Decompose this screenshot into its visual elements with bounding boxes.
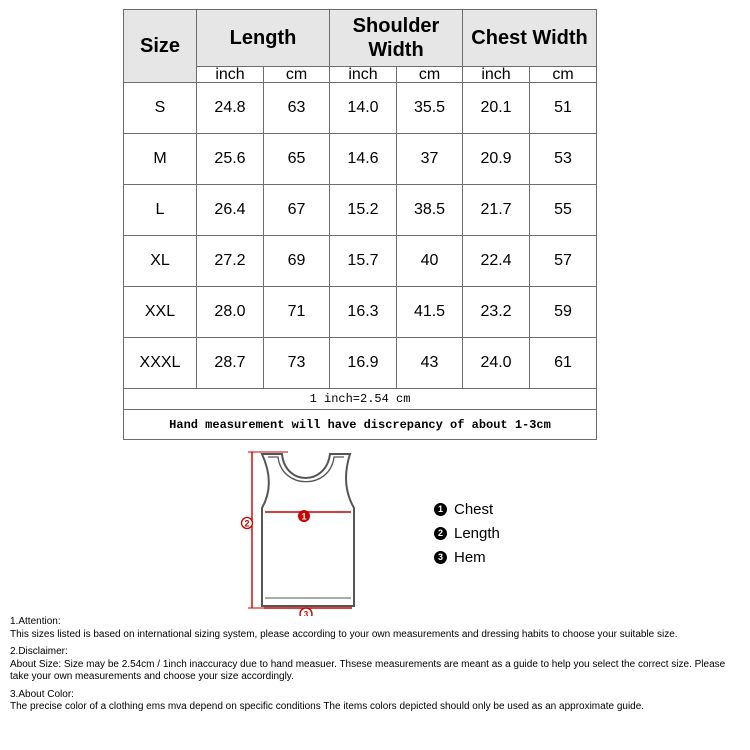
table-cell: 69 bbox=[264, 236, 330, 287]
conversion-note: 1 inch=2.54 cm bbox=[124, 389, 597, 410]
table-cell: 14.0 bbox=[330, 83, 397, 134]
unit-cell: inch bbox=[330, 67, 397, 83]
chest-width-header: Chest Width bbox=[463, 10, 597, 67]
tank-top-diagram bbox=[238, 446, 368, 616]
table-row bbox=[124, 338, 597, 389]
size-chart-table bbox=[123, 9, 597, 440]
marker-1 bbox=[298, 510, 310, 522]
table-cell: 28.7 bbox=[197, 338, 264, 389]
table-cell: 25.6 bbox=[197, 134, 264, 185]
unit-cell: cm bbox=[530, 67, 597, 83]
discrepancy-note: Hand measurement will have discrepancy of about 1-3cm bbox=[124, 410, 597, 440]
note-title: 3.About Color: bbox=[10, 688, 74, 700]
table-row bbox=[124, 134, 597, 185]
table-row bbox=[124, 185, 597, 236]
table-cell: 20.1 bbox=[463, 83, 530, 134]
table-cell: 37 bbox=[397, 134, 463, 185]
unit-cell: inch bbox=[197, 67, 264, 83]
legend-number-icon: 3 bbox=[434, 551, 447, 564]
table-cell: 61 bbox=[530, 338, 597, 389]
shoulder-width-header bbox=[330, 10, 463, 67]
table-cell: 21.7 bbox=[463, 185, 530, 236]
unit-cell: cm bbox=[397, 67, 463, 83]
note-text: About Size: Size may be 2.54cm / 1inch inaccuracy due to hand measuer. Thsese measurements are meant as a guide to help you select the correct size. Please take your own measurements and choose your size accordingly. bbox=[10, 658, 726, 682]
table-cell: 16.9 bbox=[330, 338, 397, 389]
table-cell: 65 bbox=[264, 134, 330, 185]
table-cell: 55 bbox=[530, 185, 597, 236]
table-cell: 16.3 bbox=[330, 287, 397, 338]
table-cell: 43 bbox=[397, 338, 463, 389]
table-cell: 73 bbox=[264, 338, 330, 389]
table-cell: 27.2 bbox=[197, 236, 264, 287]
conversion-row bbox=[124, 389, 597, 410]
length-header: Length bbox=[197, 10, 330, 67]
discrepancy-row bbox=[124, 410, 597, 440]
table-row bbox=[124, 236, 597, 287]
note-text: The precise color of a clothing ems mva depend on specific conditions The items colors depicted should only be used as an approximate guide. bbox=[10, 701, 645, 712]
table-row bbox=[124, 287, 597, 338]
table-cell: 22.4 bbox=[463, 236, 530, 287]
table-cell: 38.5 bbox=[397, 185, 463, 236]
marker-3 bbox=[300, 608, 312, 616]
size-header: Size bbox=[124, 10, 197, 83]
unit-cell: inch bbox=[463, 67, 530, 83]
table-cell: 14.6 bbox=[330, 134, 397, 185]
legend-item-length bbox=[434, 521, 500, 545]
table-cell: 35.5 bbox=[397, 83, 463, 134]
legend-label: Hem bbox=[454, 548, 486, 566]
shoulder-header-line2: Width bbox=[368, 39, 424, 61]
size-label: M bbox=[124, 134, 197, 185]
disclaimer-note bbox=[10, 646, 745, 684]
garment-outline bbox=[262, 454, 354, 606]
size-label: S bbox=[124, 83, 197, 134]
note-title: 1.Attention: bbox=[10, 616, 61, 627]
legend-label: Chest bbox=[454, 500, 494, 518]
legend-item-hem bbox=[434, 545, 500, 569]
table-cell: 20.9 bbox=[463, 134, 530, 185]
table-cell: 24.0 bbox=[463, 338, 530, 389]
table-row bbox=[124, 83, 597, 134]
table-cell: 15.2 bbox=[330, 185, 397, 236]
legend-number-icon: 2 bbox=[434, 527, 447, 540]
size-label: XL bbox=[124, 236, 197, 287]
note-title: 2.Disclaimer: bbox=[10, 646, 68, 657]
table-cell: 26.4 bbox=[197, 185, 264, 236]
table-cell: 24.8 bbox=[197, 83, 264, 134]
legend-label: Length bbox=[454, 524, 500, 542]
marker-2 bbox=[242, 518, 253, 529]
color-note bbox=[10, 689, 745, 714]
size-label: XXXL bbox=[124, 338, 197, 389]
shoulder-header-line1: Shoulder bbox=[352, 15, 440, 37]
table-cell: 53 bbox=[530, 134, 597, 185]
notes-section bbox=[10, 616, 745, 719]
table-cell: 51 bbox=[530, 83, 597, 134]
svg-text:1: 1 bbox=[301, 511, 307, 522]
unit-cell: cm bbox=[264, 67, 330, 83]
svg-text:2: 2 bbox=[244, 518, 250, 529]
legend-item-chest bbox=[434, 497, 500, 521]
table-cell: 40 bbox=[397, 236, 463, 287]
header-row bbox=[124, 10, 597, 67]
size-label: XXL bbox=[124, 287, 197, 338]
measurement-legend bbox=[434, 497, 500, 569]
table-cell: 41.5 bbox=[397, 287, 463, 338]
table-cell: 57 bbox=[530, 236, 597, 287]
table-cell: 59 bbox=[530, 287, 597, 338]
table-cell: 63 bbox=[264, 83, 330, 134]
table-cell: 71 bbox=[264, 287, 330, 338]
table-cell: 15.7 bbox=[330, 236, 397, 287]
legend-number-icon: 1 bbox=[434, 503, 447, 516]
svg-text:3: 3 bbox=[303, 610, 309, 616]
table-cell: 23.2 bbox=[463, 287, 530, 338]
size-label: L bbox=[124, 185, 197, 236]
table-cell: 28.0 bbox=[197, 287, 264, 338]
table-cell: 67 bbox=[264, 185, 330, 236]
attention-note bbox=[10, 616, 745, 641]
note-text: This sizes listed is based on international sizing system, please according to your own measurements and dressing habits to choose your suitable size. bbox=[10, 628, 678, 640]
